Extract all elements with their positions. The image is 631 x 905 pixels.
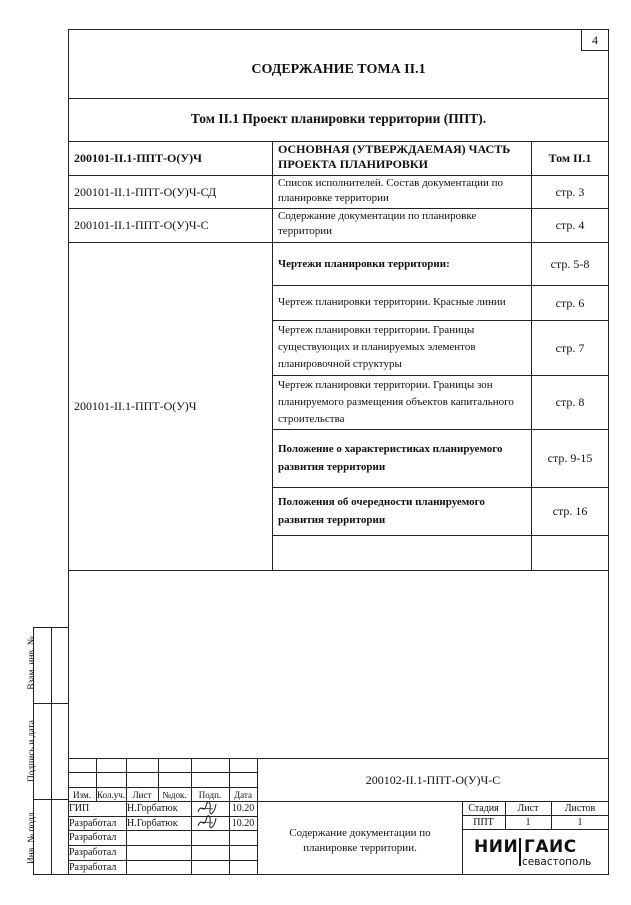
table-header-part: ОСНОВНАЯ (УТВЕРЖДАЕМАЯ) ЧАСТЬ ПРОЕКТА ПЛАНИРОВКИ [278,142,511,171]
margin-stamp-divider [33,703,68,704]
table-group-code: 200101-II.1-ППТ-О(У)Ч [74,399,197,413]
col-list: Лист [132,790,152,800]
table-cell-page: стр. 8 [555,395,585,409]
person-date: 10.20 [231,818,255,829]
signature-mark [196,814,218,830]
table-cell-name: Чертеж планировки территории. Красные линии [278,296,506,308]
person-date: 10.20 [231,803,255,814]
logo-subtitle: севастополь [522,856,592,868]
sheets-value: 1 [577,817,583,828]
person-role: Разработал [69,818,117,829]
margin-label-vzam: Взам. инв. № [27,636,37,690]
table-cell-name: Список исполнителей. Состав документации по планировке территории [278,177,504,204]
col-ndok: №док. [162,790,187,800]
table-cell-page: стр. 4 [555,218,585,232]
table-cell-page: стр. 9-15 [547,451,593,465]
sheet-value: 1 [525,817,531,828]
table-cell-page: стр. 7 [555,340,585,355]
col-data: Дата [234,790,252,800]
table-row-line [272,535,609,536]
table-col-divider [272,141,273,570]
title-block-col [191,758,192,875]
title-block-line [462,829,609,830]
table-cell-page: стр. 3 [555,184,585,199]
margin-stamp-divider [33,799,68,800]
person-name: Н.Горбатюк [127,818,178,829]
margin-label-podpis: Подпись и дата [27,720,37,783]
col-izm: Изм. [73,790,91,800]
divider [68,98,609,99]
company-logo [474,836,604,870]
col-podp: Подп. [198,790,222,800]
logo-divider [519,838,521,866]
table-header-code: 200101-II.1-ППТ-О(У)Ч [74,151,202,165]
page-title: СОДЕРЖАНИЕ ТОМА II.1 [251,62,426,77]
table-header-volume: Том II.1 [548,151,592,165]
table-cell-code: 200101-II.1-ППТ-О(У)Ч-С [74,218,209,232]
page-subtitle: Том II.1 Проект планировки территории (ППТ). [190,111,487,126]
table-cell-code: 200101-II.1-ППТ-О(У)Ч-СД [74,184,217,199]
sheet-label: Лист [517,803,539,814]
table-cell-name: Положение о характеристиках планируемого развития территории [278,443,503,473]
table-cell-name: Чертеж планировки территории. Границы зон планируемого размещения объектов капитального строительства [278,378,514,425]
stage-value: ППТ [473,817,494,828]
logo-left-text: НИИ [474,837,519,857]
title-block-top [68,758,609,759]
stage-label: Стадия [468,803,499,814]
person-role: ГИП [69,803,90,814]
col-kol-uch: Кол.уч. [97,790,125,800]
person-name: Н.Горбатюк [127,803,178,814]
person-role: Разработал [69,847,117,858]
logo-right-text: ГАИС [524,837,577,857]
table-bottom [68,570,609,571]
margin-stamp-divider [51,627,52,875]
table-cell-name: Чертежи планировки территории: [278,257,450,270]
table-cell-name: Содержание документации по планировке территории [278,210,477,237]
table-cell-page: стр. 16 [552,504,588,518]
person-role: Разработал [69,832,117,843]
table-cell-name: Чертеж планировки территории. Границы существующих и планируемых элементов планировочной структуры [278,324,476,370]
doc-name: Содержание документации по планировке территории. [289,827,431,854]
page-number: 4 [592,33,598,47]
margin-label-inv: Инв. № подл. [27,809,37,865]
table-cell-page: стр. 6 [555,295,585,310]
person-role: Разработал [69,862,117,873]
doc-code: 200102-II.1-ППТ-О(У)Ч-С [365,773,501,787]
table-cell-name: Положения об очередности планируемого развития территории [278,496,485,526]
sheets-label: Листов [564,803,596,814]
table-cell-page: стр. 5-8 [550,256,590,271]
